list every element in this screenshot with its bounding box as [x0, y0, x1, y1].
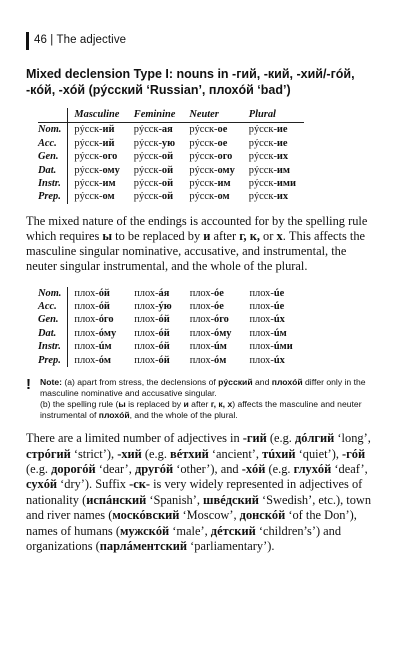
- note-line-b: [40, 399, 377, 421]
- stem: рýсск-: [248, 178, 277, 190]
- stem: плох-: [134, 327, 159, 339]
- stem: рýсск-: [248, 191, 277, 203]
- bold-run: -хóй: [241, 461, 266, 476]
- table-cell: [183, 123, 242, 137]
- table-cell: [68, 190, 128, 203]
- bold-run: г, к,: [239, 229, 260, 244]
- case-label: Acc.: [38, 300, 68, 313]
- stem: рýсск-: [74, 191, 103, 203]
- stem: рýсск-: [133, 164, 162, 176]
- table-row: [38, 137, 304, 150]
- table-cell: [128, 177, 184, 190]
- spelling-rule-paragraph: [26, 214, 377, 275]
- table-row: [38, 177, 304, 190]
- ending: óго: [98, 314, 114, 326]
- table-cell: [128, 327, 183, 340]
- table-cell: [128, 190, 184, 203]
- ending: ий: [102, 137, 115, 149]
- stem: плох-: [134, 341, 159, 353]
- stem: плох-: [134, 314, 159, 326]
- ending: им: [276, 164, 290, 176]
- table-cell: [183, 177, 242, 190]
- ending: ом: [102, 191, 115, 203]
- stem: плох-: [134, 301, 159, 313]
- bold-run: г, к, х: [210, 399, 233, 410]
- text-run: (a) apart from stress, the declensions of: [61, 377, 219, 388]
- ending: óй: [98, 287, 110, 299]
- table-cell: [243, 137, 304, 150]
- table-cell: [243, 150, 304, 163]
- bold-run: -хий: [117, 446, 142, 461]
- bold-run: плохóй: [98, 410, 130, 421]
- ending: úм: [273, 327, 287, 339]
- heading-prefix: Mixed declension Type I: nouns in: [26, 67, 233, 81]
- ending: ой: [161, 164, 174, 176]
- stem: рýсск-: [189, 178, 218, 190]
- text-run: ‘Swedish’, etc.), town and river names (: [26, 492, 372, 523]
- table-cell: [68, 340, 128, 353]
- table-row: [38, 340, 305, 353]
- ending: óму: [214, 327, 232, 339]
- table-cell: [184, 340, 244, 353]
- stem: плох-: [189, 314, 215, 326]
- bold-run: дéтский: [210, 523, 256, 538]
- table-cell: [183, 150, 242, 163]
- text-run: ‘other’), and: [173, 461, 242, 476]
- stem: плох-: [74, 354, 99, 366]
- bold-run: дорогóй: [51, 461, 96, 476]
- table-cell: [244, 327, 305, 340]
- text-run: ‘dry’). Suffix: [57, 477, 130, 492]
- ending: их: [276, 151, 289, 163]
- running-head-text: 46 | The adjective: [34, 34, 127, 46]
- table-cell: [128, 123, 184, 137]
- table-corner: [38, 108, 68, 123]
- table-row: [38, 164, 304, 177]
- text-run: There are a limited number of adjectives in: [26, 431, 243, 446]
- table-row: [38, 150, 304, 163]
- ending: ую: [161, 137, 176, 149]
- case-label: Gen.: [38, 313, 68, 326]
- bold-run: плохóй: [271, 377, 303, 388]
- table-cell: [183, 164, 242, 177]
- stem: рýсск-: [189, 137, 218, 149]
- running-head: [26, 34, 377, 50]
- ending: ие: [276, 124, 288, 136]
- bold-run: дóлгий: [295, 431, 335, 446]
- running-head-bar: [26, 32, 29, 50]
- ending: ой: [161, 191, 174, 203]
- case-label: Acc.: [38, 137, 68, 150]
- bold-run: мужскóй: [119, 523, 170, 538]
- table-cell: [128, 150, 184, 163]
- stem: плох-: [134, 287, 159, 299]
- table-row: [38, 354, 305, 367]
- text-run: and: [252, 377, 272, 388]
- case-label: Nom.: [38, 287, 68, 300]
- bold-run: ы: [118, 399, 126, 410]
- ending: ое: [217, 124, 228, 136]
- ending: óй: [158, 327, 170, 339]
- note-block: [26, 377, 377, 421]
- table-cell: [243, 123, 304, 137]
- ending: óе: [214, 301, 224, 313]
- ending: áя: [158, 287, 170, 299]
- stem: плох-: [189, 287, 215, 299]
- table-cell: [184, 287, 244, 300]
- text-run: or: [259, 229, 277, 244]
- heading-mid: (: [85, 83, 93, 97]
- table-cell: [243, 190, 304, 203]
- heading-gloss-2: ‘bad’): [253, 83, 291, 97]
- text-run: (e.g.: [265, 461, 294, 476]
- section-heading: [26, 66, 377, 98]
- ending: úм: [214, 341, 227, 353]
- bold-run: и: [183, 399, 189, 410]
- bold-run: ы: [102, 229, 113, 244]
- column-header: Neuter: [183, 108, 242, 123]
- table-cell: [128, 137, 184, 150]
- text-run: ‘male’,: [169, 523, 211, 538]
- text-run: The mixed nature of the endings is accounted for by the spelling rule which requires: [26, 213, 368, 244]
- bold-run: -гóй: [342, 446, 366, 461]
- ending: úм: [98, 341, 112, 353]
- heading-example-2: плохóй: [208, 83, 254, 97]
- column-header: Feminine: [128, 108, 184, 123]
- text-run: (e.g.: [266, 431, 295, 446]
- case-label: Nom.: [38, 123, 68, 137]
- stem: плох-: [249, 314, 274, 326]
- table-cell: [244, 287, 305, 300]
- heading-example-1: рýсский: [92, 83, 143, 97]
- table-row: [38, 313, 305, 326]
- table-cell: [183, 190, 242, 203]
- stem: плох-: [134, 354, 159, 366]
- text-run: , and the whole of the plural.: [129, 410, 238, 421]
- bold-run: рýсский: [218, 377, 253, 388]
- ending: úе: [273, 301, 285, 313]
- stem: плох-: [249, 287, 274, 299]
- table-cell: [128, 300, 183, 313]
- table-cell: [68, 177, 128, 190]
- table-cell: [68, 313, 128, 326]
- bold-run: х: [276, 229, 283, 244]
- stem: плох-: [249, 327, 274, 339]
- table-row: [38, 123, 304, 137]
- stem: рýсск-: [133, 191, 162, 203]
- ending: ой: [161, 151, 174, 163]
- stem: плох-: [74, 327, 99, 339]
- adjective-classes-paragraph: [26, 431, 377, 554]
- text-run: (e.g.: [26, 461, 52, 476]
- ending: им: [217, 178, 231, 190]
- bold-run: глухóй: [293, 461, 332, 476]
- text-run: ‘quiet’),: [295, 446, 343, 461]
- column-header: Masculine: [68, 108, 128, 123]
- table-cell: [68, 123, 128, 137]
- ending: óго: [214, 314, 229, 326]
- bold-run: и: [203, 229, 211, 244]
- table-row: [38, 287, 305, 300]
- table-cell: [243, 177, 304, 190]
- stem: плох-: [74, 341, 99, 353]
- declension-table-russkiy: [38, 108, 304, 204]
- case-label: Gen.: [38, 150, 68, 163]
- bold-run: швéдский: [203, 492, 259, 507]
- stem: рýсск-: [133, 178, 162, 190]
- stem: плох-: [189, 354, 215, 366]
- stem: плох-: [249, 341, 274, 353]
- stem: плох-: [249, 354, 274, 366]
- ending: ие: [276, 137, 288, 149]
- stem: рýсск-: [74, 124, 103, 136]
- stem: рýсск-: [248, 151, 277, 163]
- text-run: ‘Moscow’,: [179, 508, 240, 523]
- ending: óм: [214, 354, 227, 366]
- table-cell: [244, 340, 305, 353]
- heading-gloss-1: ‘Russian’,: [142, 83, 209, 97]
- bold-run: другóй: [134, 461, 174, 476]
- table-cell: [244, 300, 305, 313]
- ending: úе: [273, 287, 285, 299]
- ending: ой: [161, 178, 174, 190]
- exclamation-icon: !: [26, 376, 31, 394]
- bold-run: донскóй: [239, 508, 286, 523]
- bold-run: парлáментский: [99, 538, 188, 553]
- text-run: ‘long’,: [334, 431, 371, 446]
- column-header: Plural: [243, 108, 304, 123]
- text-run: (b) the spelling rule (: [40, 399, 119, 410]
- note-label: Note:: [40, 377, 62, 388]
- table-cell: [68, 164, 128, 177]
- stem: рýсск-: [189, 164, 218, 176]
- table-cell: [128, 313, 183, 326]
- ending: ого: [102, 151, 118, 163]
- text-run: ‘ancient’,: [208, 446, 263, 461]
- stem: плох-: [74, 287, 99, 299]
- bold-run: москóвский: [112, 508, 180, 523]
- table-cell: [68, 300, 128, 313]
- text-run: differ only in the masculine nominative and accusative singular.: [40, 377, 366, 399]
- stem: рýсск-: [248, 137, 277, 149]
- table-body: [38, 287, 305, 367]
- table-row: [38, 327, 305, 340]
- text-run: ‘dear’,: [95, 461, 135, 476]
- stem: плох-: [189, 301, 215, 313]
- note-line-a: [40, 377, 377, 399]
- stem: рýсск-: [189, 191, 218, 203]
- text-run: ‘of the Don’), names of humans (: [26, 508, 357, 538]
- stem: плох-: [74, 314, 99, 326]
- table-cell: [128, 340, 183, 353]
- table-cell: [184, 300, 244, 313]
- ending: ому: [217, 164, 235, 176]
- stem: рýсск-: [74, 151, 103, 163]
- ending: óй: [98, 301, 110, 313]
- table-cell: [184, 354, 244, 367]
- ending: óм: [98, 354, 112, 366]
- ending: ом: [217, 191, 230, 203]
- ending: óй: [158, 354, 170, 366]
- bold-run: -ск-: [129, 477, 151, 492]
- case-label: Prep.: [38, 190, 68, 203]
- ending: ому: [102, 164, 120, 176]
- table-cell: [244, 313, 305, 326]
- stem: рýсск-: [74, 164, 103, 176]
- table-cell: [128, 354, 183, 367]
- table-cell: [68, 287, 128, 300]
- ending: ий: [102, 124, 115, 136]
- text-run: after: [188, 399, 211, 410]
- table-header-row: [38, 108, 304, 123]
- bold-run: сухóй: [26, 477, 58, 492]
- case-label: Dat.: [38, 327, 68, 340]
- table-cell: [68, 137, 128, 150]
- case-label: Dat.: [38, 164, 68, 177]
- stem: рýсск-: [248, 124, 277, 136]
- ending: úх: [273, 354, 285, 366]
- ending: им: [102, 178, 116, 190]
- declension-table-plokhoy: [38, 287, 305, 367]
- stem: плох-: [249, 301, 274, 313]
- table-cell: [244, 354, 305, 367]
- case-label: Instr.: [38, 177, 68, 190]
- case-label: Instr.: [38, 340, 68, 353]
- table-cell: [128, 164, 184, 177]
- table-cell: [68, 150, 128, 163]
- bold-run: испáнский: [86, 492, 147, 507]
- ending: óй: [158, 341, 170, 353]
- stem: рýсск-: [133, 124, 162, 136]
- ending: ая: [161, 124, 173, 136]
- text-run: ) affects the masculine and neuter instrumental of: [40, 399, 362, 421]
- text-run: is very widely represented in adjectives of nationality (: [26, 477, 363, 507]
- ending: óе: [214, 287, 224, 299]
- stem: рýсск-: [189, 124, 218, 136]
- bold-run: стрóгий: [26, 446, 71, 461]
- ending: úми: [273, 341, 293, 353]
- stem: плох-: [189, 341, 215, 353]
- bold-run: тúхий: [262, 446, 296, 461]
- text-run: ‘deaf’,: [331, 461, 368, 476]
- table-cell: [184, 313, 244, 326]
- heading-endings: -гий, -кий, -хий/-гóй, -кóй, -хóй: [26, 67, 355, 97]
- text-run: ‘children’s’) and organizations (: [26, 523, 342, 553]
- text-run: (e.g.: [141, 446, 171, 461]
- ending: ого: [217, 151, 233, 163]
- stem: рýсск-: [74, 137, 103, 149]
- text-run: . This affects the masculine singular nominative, accusative, and instrumental, the neuter singular instrumental, and the whole of the plural.: [26, 229, 366, 274]
- ending: óму: [98, 327, 117, 339]
- table-row: [38, 300, 305, 313]
- stem: рýсск-: [74, 178, 103, 190]
- text-run: ‘Spanish’,: [146, 492, 204, 507]
- text-run: to be replaced by: [112, 229, 204, 244]
- table-cell: [243, 164, 304, 177]
- ending: óй: [158, 314, 170, 326]
- bold-run: -гий: [242, 431, 267, 446]
- text-run: ‘strict’),: [70, 446, 118, 461]
- ending: их: [276, 191, 289, 203]
- stem: рýсск-: [133, 137, 162, 149]
- text-run: after: [210, 229, 240, 244]
- stem: рýсск-: [133, 151, 162, 163]
- ending: úх: [273, 314, 285, 326]
- case-label: Prep.: [38, 354, 68, 367]
- table-cell: [183, 137, 242, 150]
- ending: ими: [276, 178, 296, 190]
- text-run: ‘parliamentary’).: [187, 538, 275, 553]
- text-run: is replaced by: [125, 399, 184, 410]
- ending: ýю: [158, 301, 172, 313]
- table-row: [38, 190, 304, 203]
- table-cell: [128, 287, 183, 300]
- stem: плох-: [74, 301, 99, 313]
- table-cell: [68, 354, 128, 367]
- table-cell: [184, 327, 244, 340]
- ending: ое: [217, 137, 228, 149]
- stem: рýсск-: [248, 164, 277, 176]
- table-cell: [68, 327, 128, 340]
- stem: рýсск-: [189, 151, 218, 163]
- stem: плох-: [189, 327, 215, 339]
- bold-run: вéтхий: [170, 446, 209, 461]
- table-body: [38, 123, 304, 204]
